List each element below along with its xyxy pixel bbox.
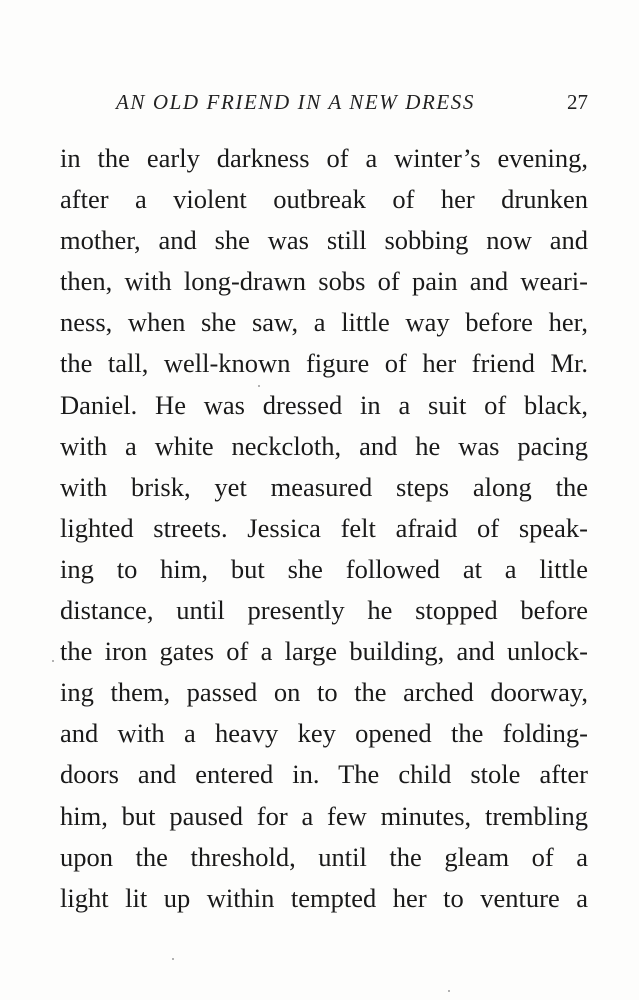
text-line: ing to him, but she followed at a little <box>60 553 588 584</box>
text-line: after a violent outbreak of her drunken <box>60 184 588 215</box>
running-head <box>110 90 588 120</box>
text-line: then, with long-drawn sobs of pain and weari- <box>60 266 588 297</box>
text-line: distance, until presently he stopped before <box>60 595 588 626</box>
text-line: with a white neckcloth, and he was pacing <box>60 430 588 461</box>
text-line: him, but paused for a few minutes, trembling <box>60 800 588 831</box>
paper-speck <box>172 958 174 960</box>
text-line: with brisk, yet measured steps along the <box>60 471 588 502</box>
text-line: in the early darkness of a winter’s evening, <box>60 143 588 173</box>
text-line: doors and entered in. The child stole after <box>60 759 588 790</box>
text-line: light lit up within tempted her to venture a <box>60 882 588 913</box>
paper-speck <box>448 990 450 992</box>
page-number: 27 <box>567 90 588 114</box>
text-line: ing them, passed on to the arched doorway, <box>60 677 588 708</box>
text-line: mother, and she was still sobbing now and <box>60 225 588 256</box>
text-line: the iron gates of a large building, and unlock- <box>60 636 588 667</box>
text-line: the tall, well-known figure of her friend Mr. <box>60 348 588 379</box>
body-paragraph <box>60 138 588 919</box>
paper-speck <box>258 385 260 387</box>
text-line: and with a heavy key opened the folding- <box>60 718 588 749</box>
text-line: Daniel. He was dressed in a suit of black, <box>60 389 588 420</box>
text-line: ness, when she saw, a little way before her, <box>60 307 588 338</box>
paper-speck <box>52 660 54 662</box>
text-line: lighted streets. Jessica felt afraid of speak- <box>60 512 588 543</box>
text-line: upon the threshold, until the gleam of a <box>60 841 588 872</box>
running-head-title: AN OLD FRIEND IN A NEW DRESS <box>116 90 476 114</box>
